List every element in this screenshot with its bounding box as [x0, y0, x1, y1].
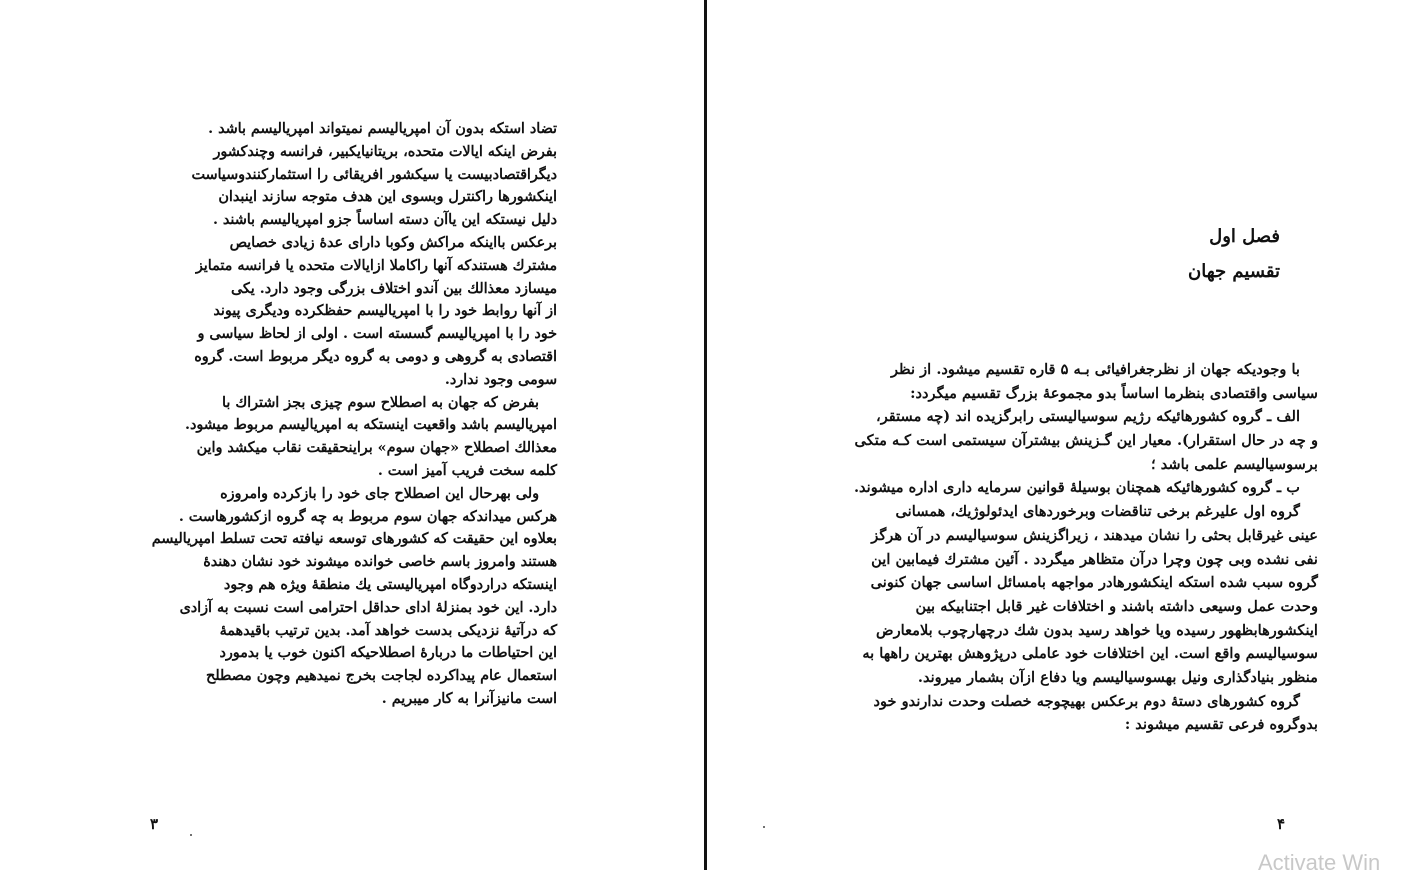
text-line: مشترك هستندکه آنها راکاملا ازایالات متحده یا فرانسه متمایز	[195, 257, 557, 274]
text-line: گروه کشورهای دستهٔ دوم برعکس بهیچوجه خصلت وحدت ندارندو خود	[873, 692, 1300, 710]
text-line: هستند وامروز باسم خاصی خوانده میشوند خود نشان دهندهٔ	[203, 554, 557, 571]
text-line: اقتصادی به گروهی و دومی به گروه دیگر مربوط است. گروه	[194, 348, 557, 365]
text-line: الف ـ گروه کشورهائیکه رژیم سوسیالیستی رابرگزیده اند (چه مستقر،	[876, 408, 1300, 426]
text-line: برعکس بااینکه مراکش وکوبا دارای عدهٔ زیادی خصایص	[229, 234, 557, 251]
text-line: سیاسی واقتصادی بنظرما اساساً بدو مجموعهٔ بزرگ تقسیم میگردد:	[910, 384, 1318, 402]
right-page	[708, 0, 1426, 870]
text-line: استعمال عام پیداکرده لجاجت بخرج نمیدهیم وچون مصطلح	[205, 668, 557, 685]
scan-speck	[190, 834, 192, 836]
text-line: نفی نشده وبی چون وچرا درآن متظاهر میگردد . آئین مشترك فیمابین این	[871, 550, 1318, 568]
text-line: است مانیزآنرا به کار میبریم .	[381, 690, 557, 707]
text-line: هرکس میداندکه جهان سوم مربوط به چه گروه ازکشورهاست .	[178, 508, 557, 525]
text-line: که درآتیهٔ نزدیکی بدست خواهد آمد. بدین ترتیب باقیدهمهٔ	[219, 622, 557, 639]
text-line: سومی وجود ندارد.	[444, 371, 557, 388]
left-page	[0, 0, 704, 870]
scan-speck	[763, 826, 765, 828]
right-page-body	[798, 358, 1318, 737]
page-gutter-divider	[704, 0, 707, 870]
left-page-number: ۳	[150, 815, 159, 833]
text-line: سوسیالیسم واقع است. این اختلافات خود عاملی درپژوهش بهترین راهها به	[862, 645, 1318, 663]
activate-windows-watermark: Activate Win	[1258, 850, 1381, 875]
right-page-number: ۴	[1277, 815, 1286, 833]
text-line: بدوگروه فرعی تقسیم میشوند :	[1124, 716, 1318, 734]
text-line: معذالك اصطلاح «جهان سوم» براینحقیقت نقاب میکشد واین	[196, 440, 557, 457]
text-line: اینستکه دراردوگاه امپریالیستی یك منطقهٔ ویژه هم وجود	[223, 576, 557, 593]
text-line: گروه سبب شده استکه اینکشورهادر مواجهه بامسائل اساسی جهان کنونی	[870, 574, 1318, 592]
text-line: برسوسیالیسم علمی باشد ؛	[1151, 455, 1318, 473]
text-line: گروه اول علیرغم برخی تناقضات وبرخوردهای ایدئولوژیك، همسانی	[895, 503, 1300, 521]
text-line: دیگراقتصادبیست یا سیکشور افریقائی را استثمارکنندوسیاست	[191, 166, 557, 183]
text-line: عینی غیرقابل بحثی را نشان میدهند ، زیراگزینش سوسیالیسم در آن هرگز	[871, 526, 1318, 544]
text-line: از آنها روابط خود را با امپریالیسم حفظکرده ودیگری پیوند	[213, 303, 557, 320]
text-line: منظور بنیادگذاری ونیل بهسوسیالیسم ویا دفاع ازآن بشمار میروند.	[917, 668, 1318, 686]
chapter-title: تقسیم جهان	[1188, 261, 1280, 282]
text-line: کلمه سخت فریب آمیز است .	[377, 462, 557, 479]
text-line: امپریالیسم باشد واقعیت اینستکه به امپریالیسم مربوط میشود.	[185, 417, 557, 434]
text-line: و چه در حال استقرار). معیار این گـزینش بیشترآن سیستمی است کـه متکی	[854, 432, 1318, 450]
text-line: تضاد استکه بدون آن امپریالیسم نمیتواند امپریالیسم باشد .	[208, 121, 557, 137]
text-line: ولی بهرحال این اصطلاح جای خود را بازکرده وامروزه	[220, 485, 539, 502]
text-line: وحدت عمل وسیعی داشته باشند و اختلافات غیر قابل اجتنابیکه بین	[915, 597, 1318, 615]
text-line: بفرض اینکه ایالات متحده، بریتانیایکبیر، فرانسه وچندکشور	[213, 143, 557, 160]
text-line: دارد. این خود بمنزلهٔ ادای حداقل احترامی است نسبت به آزادی	[179, 599, 557, 616]
left-page-body	[120, 118, 557, 711]
text-line: این احتیاطات ما دربارهٔ اصطلاحیکه اکنون خوب یا بدمورد	[219, 645, 557, 662]
text-line: خود را با امپریالیسم گسسته است . اولی از لحاظ سیاسی و	[197, 326, 557, 343]
text-line: دلیل نیستکه این یاآن دسته اساساً جزو امپریالیسم باشند .	[212, 212, 557, 229]
text-line: میسازد معذالك بین آندو اختلاف بزرگی وجود دارد. یکی	[231, 280, 557, 297]
text-line: اینکشورهابظهور رسیده ویا خواهد رسید بدون شك درچهارچوب بلامعارض	[875, 621, 1318, 639]
text-line: بعلاوه این حقیقت که کشورهای توسعه نیافته تحت تسلط امپریالیسم	[151, 531, 557, 548]
text-line: ب ـ گروه کشورهائیکه همچنان بوسیلهٔ قوانین سرمایه داری اداره میشوند.	[853, 479, 1300, 497]
text-line: بفرض که جهان به اصطلاح سوم چیزی بجز اشتراك با	[222, 394, 539, 411]
text-line: اینکشورها راکنترل وبسوی این هدف متوجه سازند اینبدان	[218, 189, 557, 206]
chapter-label: فصل اول	[1209, 226, 1280, 247]
text-line: با وجودیکه جهان از نظرجغرافیائی بـه ۵ قاره تقسیم میشود. از نظر	[890, 361, 1300, 378]
